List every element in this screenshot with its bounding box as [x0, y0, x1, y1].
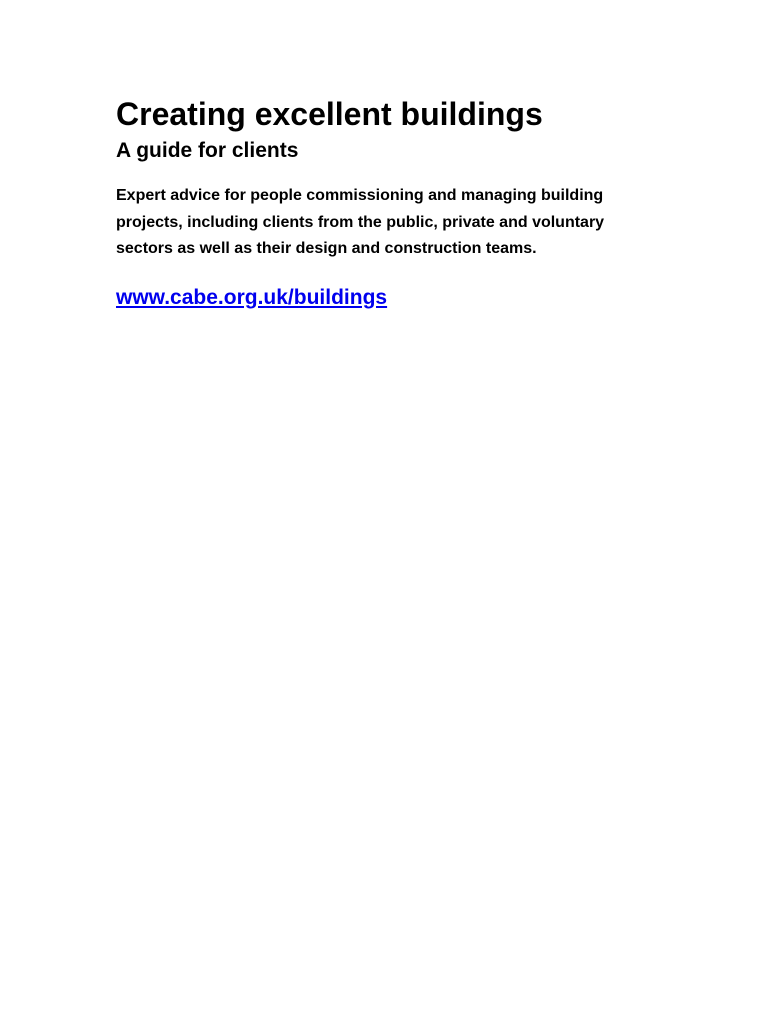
website-link[interactable]: www.cabe.org.uk/buildings	[116, 285, 388, 309]
document-description: Expert advice for people commissioning and managing building projects, including clients from the public, private and voluntary sectors as well as their design and construction teams.	[116, 187, 605, 257]
document-subtitle: A guide for clients	[116, 139, 299, 162]
document-content	[116, 94, 656, 313]
document-title: Creating excellent buildings	[116, 96, 543, 132]
